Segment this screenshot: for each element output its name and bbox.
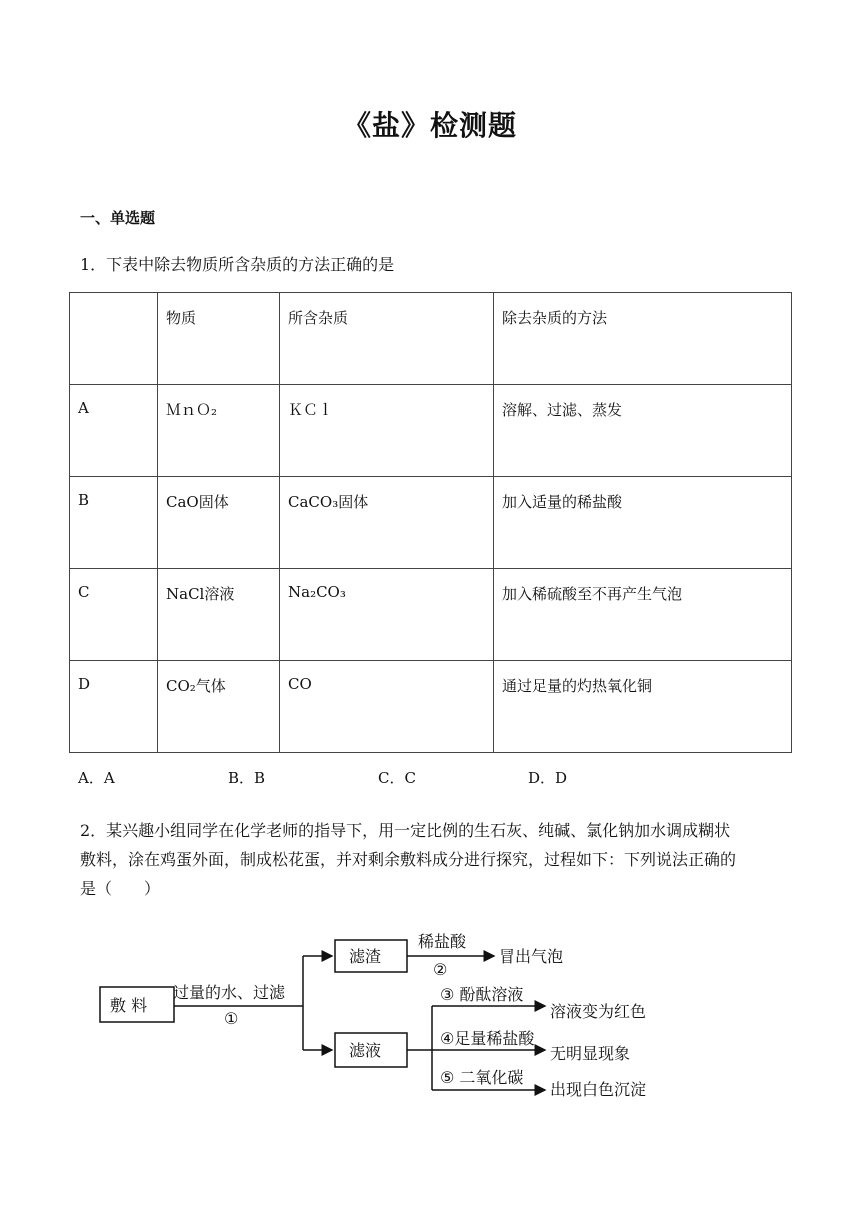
section-heading: 一、单选题 [80, 209, 156, 227]
branch-5-result: 出现白色沉淀 [550, 1080, 647, 1099]
option-a[interactable]: A．A [78, 769, 115, 787]
start-label: 敷 料 [110, 996, 148, 1015]
impurity-cell: CO [280, 661, 494, 753]
step-1-label: 过量的水、过滤 [173, 983, 286, 1002]
header-cell: 除去杂质的方法 [494, 293, 792, 385]
substance-cell: ＭｎＯ₂ [158, 385, 280, 477]
method-cell: 加入稀硫酸至不再产生气泡 [494, 569, 792, 661]
option-d[interactable]: D．D [528, 769, 568, 787]
question-1-table [69, 292, 792, 753]
branch-4-label: ④足量稀盐酸 [440, 1029, 535, 1048]
row-label: B [70, 477, 158, 569]
page-title: 《盐》检测题 [342, 109, 517, 142]
branch-3-result: 溶液变为红色 [550, 1002, 647, 1021]
header-cell [70, 293, 158, 385]
question-2-stem [80, 816, 790, 903]
question-1-stem: 1．下表中除去物质所含杂质的方法正确的是 [80, 255, 395, 274]
header-cell: 物质 [158, 293, 280, 385]
branch-5-label: ⑤ 二氧化碳 [440, 1068, 524, 1087]
residue-result: 冒出气泡 [499, 947, 564, 966]
question-2-line-2: 敷料，涂在鸡蛋外面，制成松花蛋，并对剩余敷料成分进行探究，过程如下：下列说法正确的 [80, 850, 737, 869]
substance-cell: NaCl溶液 [158, 569, 280, 661]
residue-label: 滤渣 [349, 947, 382, 966]
table-row [70, 569, 792, 661]
option-b[interactable]: B．B [228, 769, 266, 787]
step-1-number: ① [224, 1009, 239, 1028]
residue-reagent: 稀盐酸 [418, 932, 467, 951]
table-header-row [70, 293, 792, 385]
table-row [70, 385, 792, 477]
substance-cell: CO₂气体 [158, 661, 280, 753]
row-label: A [70, 385, 158, 477]
residue-number: ② [433, 960, 448, 979]
method-cell: 加入适量的稀盐酸 [494, 477, 792, 569]
table-row [70, 661, 792, 753]
row-label: D [70, 661, 158, 753]
branch-4-result: 无明显现象 [550, 1044, 631, 1063]
impurity-cell: ＫＣｌ [280, 385, 494, 477]
impurity-cell: CaCO₃固体 [280, 477, 494, 569]
experiment-flow-diagram [90, 920, 710, 1110]
question-2-line-1: 2．某兴趣小组同学在化学老师的指导下，用一定比例的生石灰、纯碱、氯化钠加水调成糊状 [80, 821, 731, 840]
filtrate-label: 滤液 [349, 1041, 382, 1060]
substance-cell: CaO固体 [158, 477, 280, 569]
option-c[interactable]: C．C [378, 769, 416, 787]
table-row [70, 477, 792, 569]
header-cell: 所含杂质 [280, 293, 494, 385]
row-label: C [70, 569, 158, 661]
method-cell: 通过足量的灼热氧化铜 [494, 661, 792, 753]
branch-3-label: ③ 酚酞溶液 [440, 985, 524, 1004]
impurity-cell: Na₂CO₃ [280, 569, 494, 661]
question-2-line-3: 是（ ） [80, 879, 161, 898]
method-cell: 溶解、过滤、蒸发 [494, 385, 792, 477]
